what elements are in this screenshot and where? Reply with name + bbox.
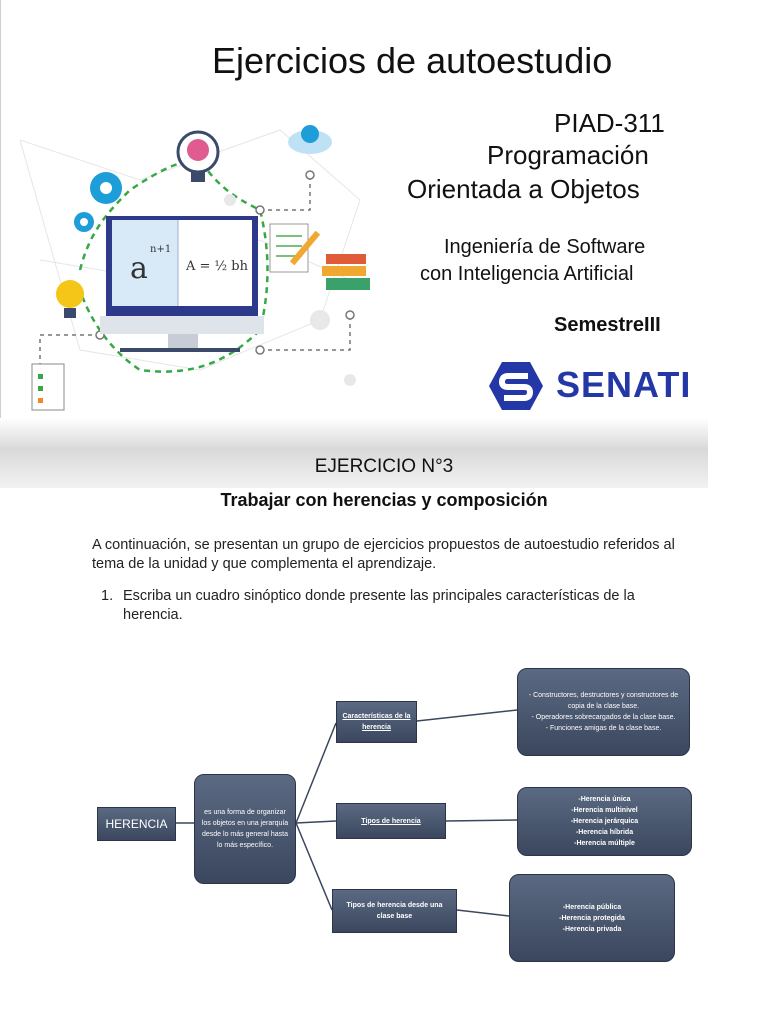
senati-logo-icon (488, 360, 544, 412)
cover-border (0, 0, 1, 488)
detail-item: -Herencia jerárquica (570, 818, 639, 825)
career-line2: con Inteligencia Artificial (420, 263, 634, 285)
question-text: Escriba un cuadro sinóptico donde presente las principales características de la herencia. (123, 588, 635, 623)
detail-item: - Constructores, destructores y constructores de copia de la clase base. (528, 692, 679, 710)
education-illustration (20, 120, 380, 420)
detail-item: -Herencia híbrida (575, 829, 634, 836)
synoptic-chart (0, 650, 768, 980)
detail-item: - Funciones amigas de la clase base. (545, 725, 662, 732)
root-node: HERENCIA (97, 807, 176, 841)
detail-item: -Herencia pública (562, 903, 622, 911)
board-formula-right: A = ½ bh (186, 259, 248, 274)
detail-item: -Herencia única (578, 796, 631, 803)
branch-node-tipos-clase-base: Tipos de herencia desde una clase base (332, 889, 457, 933)
exercise-title: EJERCICIO N°3 (314, 456, 454, 477)
detail-node-tipos (517, 787, 692, 856)
semester: SemestreIII (554, 314, 661, 336)
detail-item: -Herencia privada (562, 925, 622, 933)
detail-item: -Herencia multinivel (571, 807, 638, 814)
board-formula-exponent: n+1 (150, 244, 172, 255)
question-number: 1. (101, 588, 114, 604)
definition-node: es una forma de organizar los objetos en una jerarquía desde lo más general hasta lo más específico. (194, 774, 296, 884)
intro-paragraph: A continuación, se presentan un grupo de ejercicios propuestos de autoestudio referidos al tema de la unidad y que complementa el aprendizaje. (92, 537, 675, 572)
cover-banner (0, 0, 708, 488)
board-formula-left: a (130, 251, 148, 286)
detail-item: - Operadores sobrecargados de la clase base. (531, 714, 676, 721)
detail-node-caracteristicas (517, 668, 690, 756)
senati-brand: SENATI (556, 364, 692, 405)
document-title: Ejercicios de autoestudio (212, 40, 613, 81)
detail-item: -Herencia múltiple (574, 840, 635, 847)
branch-node-caracteristicas: Características de la herencia (336, 701, 417, 743)
exercise-subtitle: Trabajar con herencias y composición (220, 490, 548, 510)
detail-node-tipos-clase-base (509, 874, 675, 962)
branch-node-tipos: Tipos de herencia (336, 803, 446, 839)
course-name-line1: Programación (487, 140, 649, 170)
course-code: PIAD-311 (554, 108, 665, 138)
detail-item: -Herencia protegida (559, 914, 625, 922)
career-line1: Ingeniería de Software (444, 236, 646, 258)
course-name-line2: Orientada a Objetos (407, 174, 640, 204)
